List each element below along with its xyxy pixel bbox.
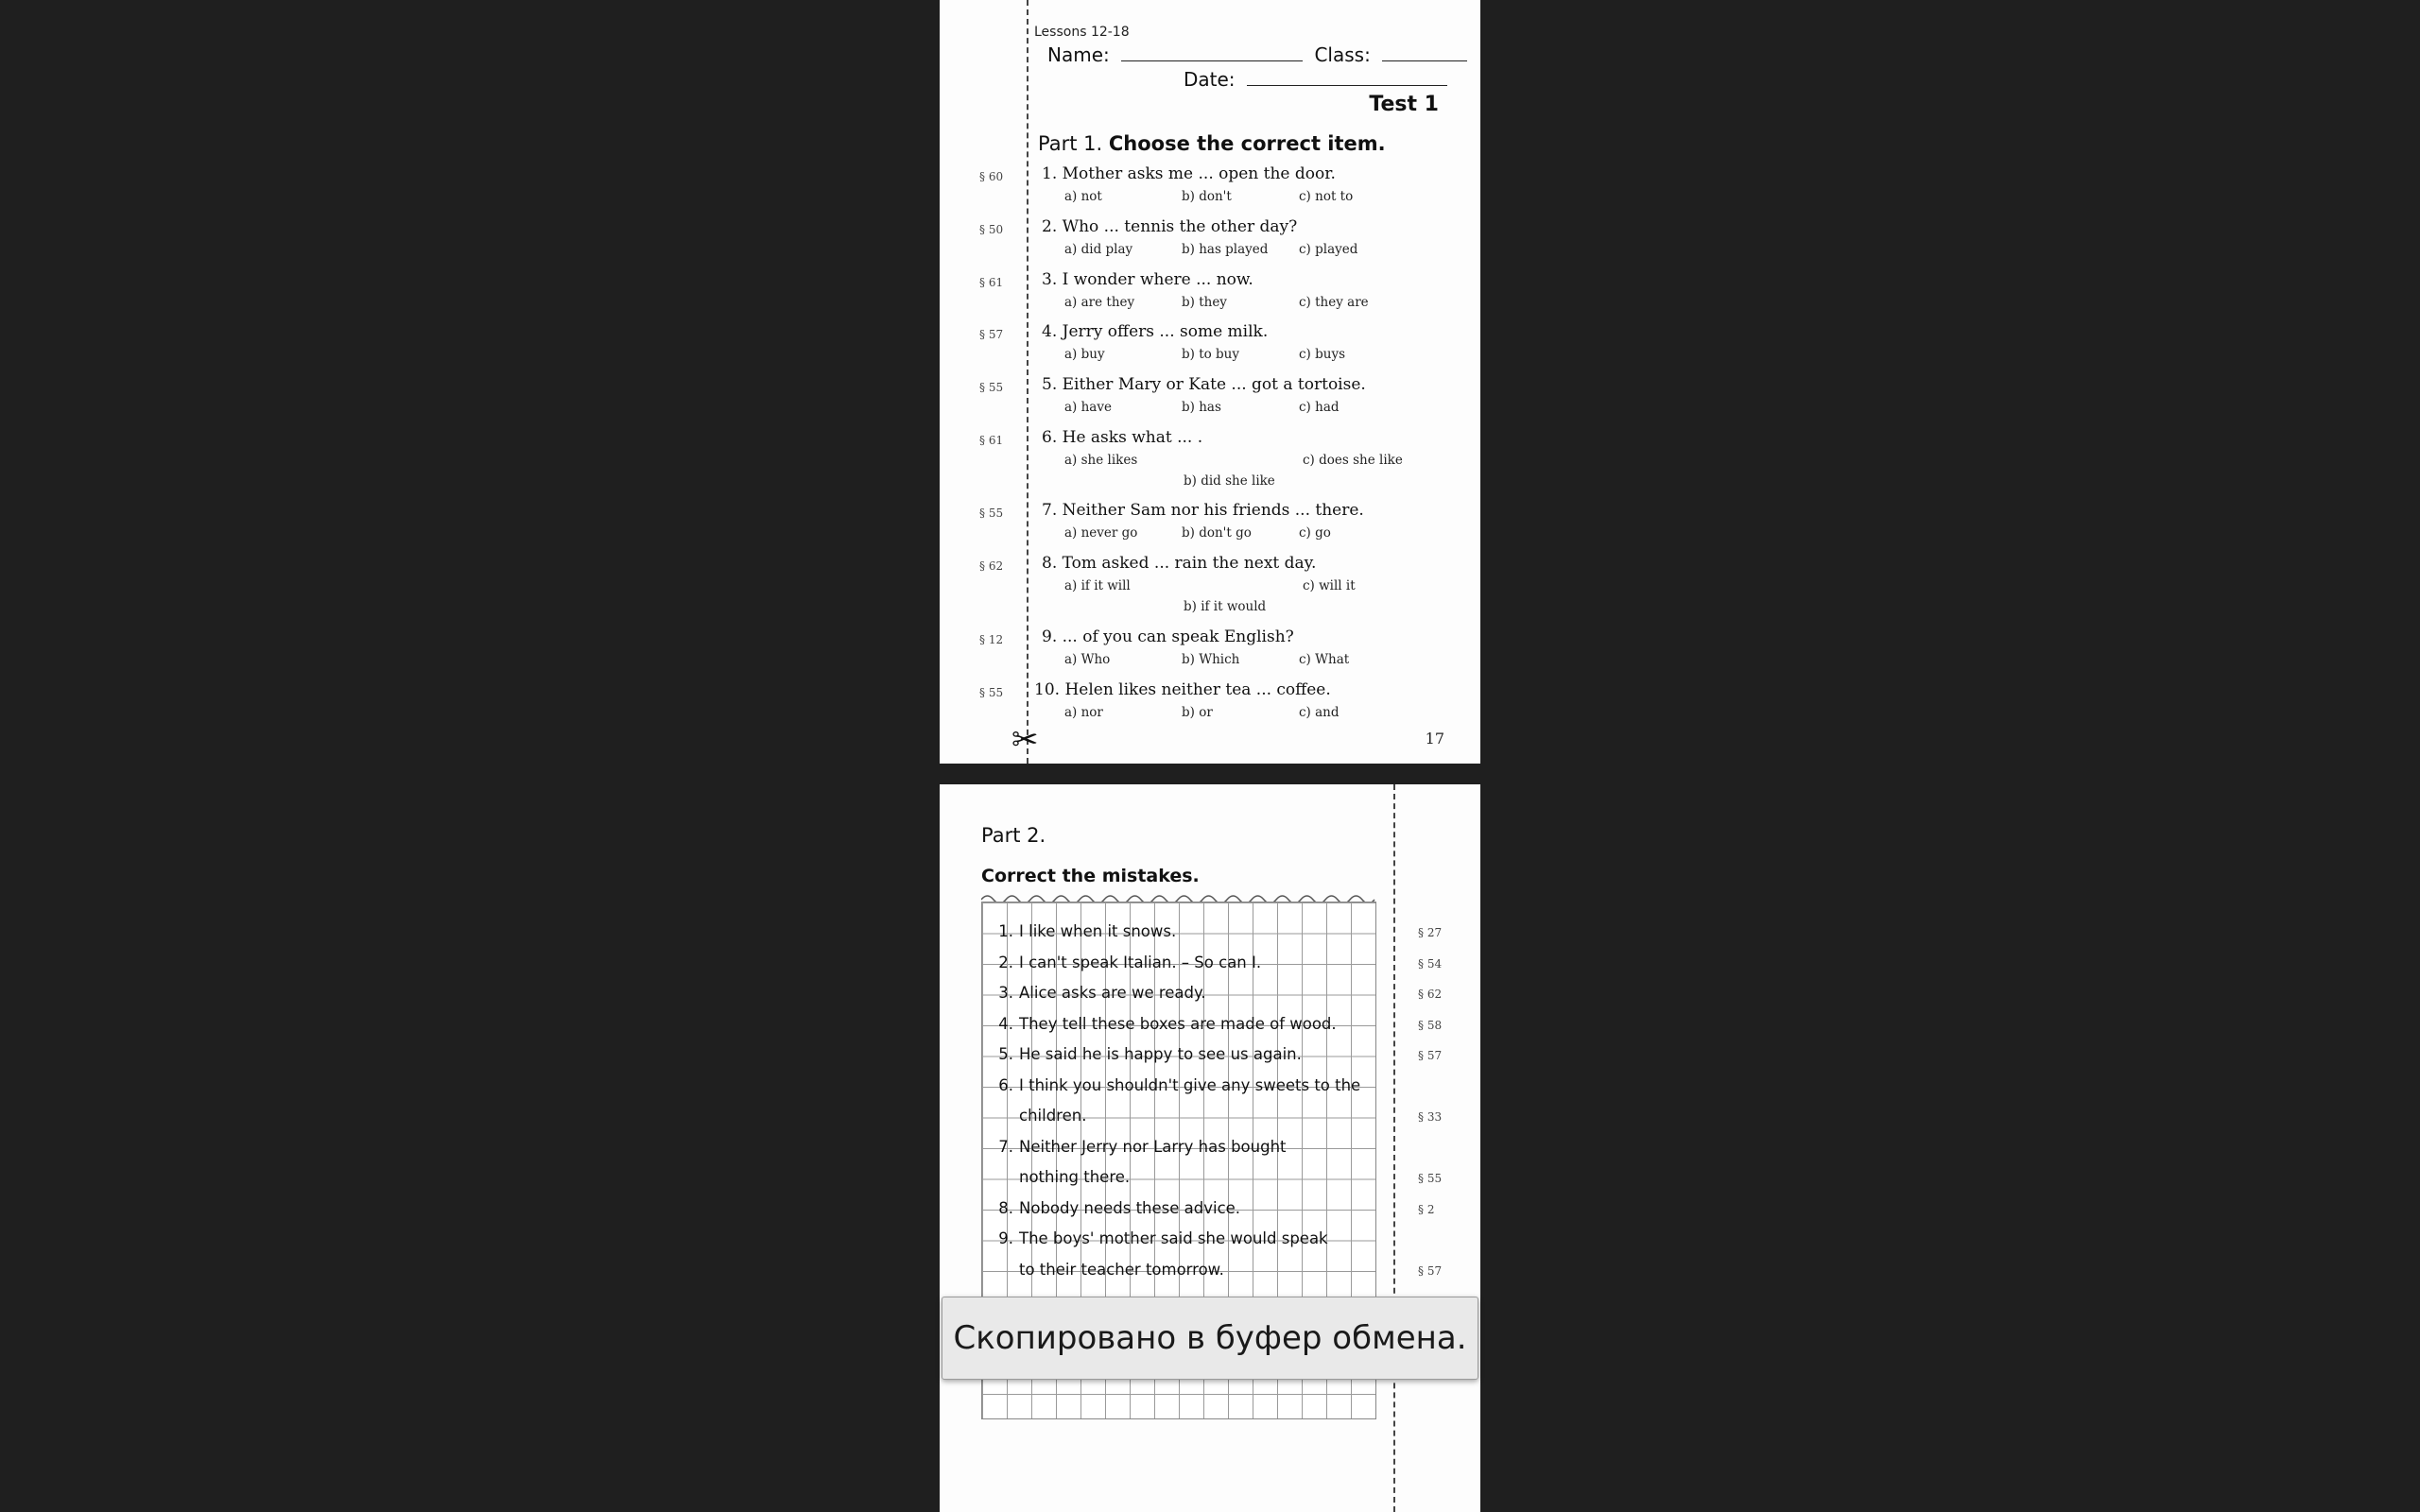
option-b: b) they <box>1182 295 1227 310</box>
option-a: a) not <box>1064 189 1102 204</box>
part1-label: Part 1. <box>1038 132 1103 155</box>
section-ref: § 55 <box>979 686 1004 699</box>
section-ref: § 57 <box>1418 1263 1443 1278</box>
section-ref: § 55 <box>979 507 1004 520</box>
option-c: c) What <box>1299 652 1350 667</box>
line-number: 5. <box>998 1045 1013 1063</box>
mistake-line <box>987 1107 1086 1125</box>
line-number: 2. <box>998 953 1013 971</box>
test-title: Test 1 <box>1369 93 1439 116</box>
line-text: nothing there. <box>1019 1168 1131 1186</box>
line-number: 8. <box>998 1198 1013 1217</box>
page-number: 17 <box>1425 730 1444 747</box>
option-b: b) don't <box>1182 189 1232 204</box>
option-b: b) if it would <box>1184 599 1267 614</box>
date-blank <box>1247 66 1447 86</box>
part1-heading <box>1038 132 1386 155</box>
option-a: a) she likes <box>1064 453 1138 468</box>
line-text: children. <box>1019 1107 1087 1125</box>
toast-message: Скопировано в буфер обмена. <box>953 1319 1467 1357</box>
line-text: I like when it snows. <box>1019 922 1177 940</box>
question-text: 10. Helen likes neither tea ... coffee. <box>1034 680 1331 699</box>
question-text: 1. Mother asks me ... open the door. <box>1042 164 1336 183</box>
section-ref: § 61 <box>979 434 1004 447</box>
date-label: Date: <box>1184 68 1236 91</box>
worksheet-page-1 <box>940 0 1480 764</box>
option-a: a) have <box>1064 400 1112 415</box>
option-a: a) if it will <box>1064 578 1131 593</box>
worksheet-page-2 <box>940 784 1480 1512</box>
section-ref: § 60 <box>979 170 1004 183</box>
option-c: c) buys <box>1299 347 1346 362</box>
mistake-line <box>987 1015 1337 1033</box>
option-a: a) Who <box>1064 652 1111 667</box>
mistake-line <box>987 1138 1287 1156</box>
line-number: 7. <box>998 1137 1013 1156</box>
part2-label: Part 2. <box>981 824 1046 847</box>
option-c: c) had <box>1299 400 1340 415</box>
option-a: a) nor <box>1064 705 1103 720</box>
option-b: b) has <box>1182 400 1221 415</box>
section-ref: § 57 <box>1418 1049 1443 1062</box>
question-text: 9. ... of you can speak English? <box>1042 627 1294 646</box>
option-c: c) does she like <box>1303 453 1403 468</box>
option-a: a) buy <box>1064 347 1105 362</box>
lessons-label: Lessons 12-18 <box>1034 25 1130 40</box>
line-text: They tell these boxes are made of wood. <box>1019 1014 1337 1033</box>
question-text: 4. Jerry offers ... some milk. <box>1042 322 1269 341</box>
option-a: a) are they <box>1064 295 1135 310</box>
part1-instruction: Choose the correct item. <box>1108 132 1386 155</box>
class-blank <box>1382 42 1467 61</box>
line-number: 3. <box>998 984 1013 1002</box>
section-ref: § 27 <box>1418 926 1443 939</box>
name-class-row <box>1047 42 1467 66</box>
option-c: c) not to <box>1299 189 1354 204</box>
scissors-icon: ✂ <box>1011 721 1039 759</box>
option-a: a) did play <box>1064 242 1133 257</box>
section-ref: § 55 <box>979 381 1004 394</box>
section-ref: § 54 <box>1418 956 1443 971</box>
option-b: b) Which <box>1182 652 1240 667</box>
line-text: I can't speak Italian. – So can I. <box>1019 953 1262 971</box>
class-label: Class: <box>1314 43 1371 66</box>
question-text: 3. I wonder where ... now. <box>1042 270 1253 289</box>
option-a: a) never go <box>1064 525 1138 541</box>
name-label: Name: <box>1047 43 1110 66</box>
option-b: b) or <box>1182 705 1213 720</box>
option-b: b) did she like <box>1184 473 1275 489</box>
section-ref: § 57 <box>979 328 1004 341</box>
section-ref: § 50 <box>979 223 1004 236</box>
section-ref: § 33 <box>1418 1110 1443 1124</box>
line-number: 6. <box>998 1075 1013 1094</box>
section-ref: § 12 <box>979 633 1004 646</box>
question-text: 6. He asks what ... . <box>1042 428 1203 447</box>
option-b: b) has played <box>1182 242 1269 257</box>
question-text: 8. Tom asked ... rain the next day. <box>1042 554 1317 573</box>
mistake-line <box>987 1045 1302 1063</box>
line-text: I think you shouldn't give any sweets to the <box>1019 1075 1361 1094</box>
option-b: b) don't go <box>1182 525 1252 541</box>
mistake-line <box>987 954 1261 971</box>
cut-line <box>1027 0 1028 764</box>
mistake-line <box>987 1076 1360 1094</box>
mistake-line <box>987 1229 1328 1247</box>
mistake-line <box>987 984 1206 1002</box>
mistake-line <box>987 922 1176 940</box>
line-text: Neither Jerry nor Larry has bought <box>1019 1137 1287 1156</box>
line-text: Nobody needs these advice. <box>1019 1198 1241 1217</box>
line-text: to their teacher tomorrow. <box>1019 1260 1224 1279</box>
option-c: c) they are <box>1299 295 1369 310</box>
date-row <box>1184 66 1447 91</box>
section-ref: § 55 <box>1418 1172 1443 1185</box>
question-text: 7. Neither Sam nor his friends ... there. <box>1042 501 1364 520</box>
mistake-line <box>987 1199 1240 1217</box>
cut-line <box>1393 784 1395 1512</box>
option-b: b) to buy <box>1182 347 1240 362</box>
line-text: He said he is happy to see us again. <box>1019 1045 1302 1063</box>
mistake-line <box>987 1261 1224 1279</box>
option-c: c) and <box>1299 705 1340 720</box>
line-number: 1. <box>998 922 1013 940</box>
name-blank <box>1121 42 1303 61</box>
line-text: Alice asks are we ready. <box>1019 984 1206 1002</box>
section-ref: § 2 <box>1418 1202 1435 1216</box>
line-number: 4. <box>998 1014 1013 1033</box>
section-ref: § 62 <box>979 559 1004 573</box>
question-text: 5. Either Mary or Kate ... got a tortoise. <box>1042 375 1366 394</box>
section-ref: § 61 <box>979 276 1004 289</box>
line-text: The boys' mother said she would speak <box>1019 1229 1328 1247</box>
part2-instruction: Correct the mistakes. <box>981 866 1200 886</box>
section-ref: § 62 <box>1418 988 1443 1001</box>
clipboard-toast <box>942 1297 1478 1380</box>
line-number: 9. <box>998 1229 1013 1247</box>
question-text: 2. Who ... tennis the other day? <box>1042 217 1298 236</box>
section-ref: § 58 <box>1418 1018 1443 1032</box>
mistake-line <box>987 1168 1130 1186</box>
option-c: c) go <box>1299 525 1331 541</box>
option-c: c) played <box>1299 242 1358 257</box>
option-c: c) will it <box>1303 578 1356 593</box>
